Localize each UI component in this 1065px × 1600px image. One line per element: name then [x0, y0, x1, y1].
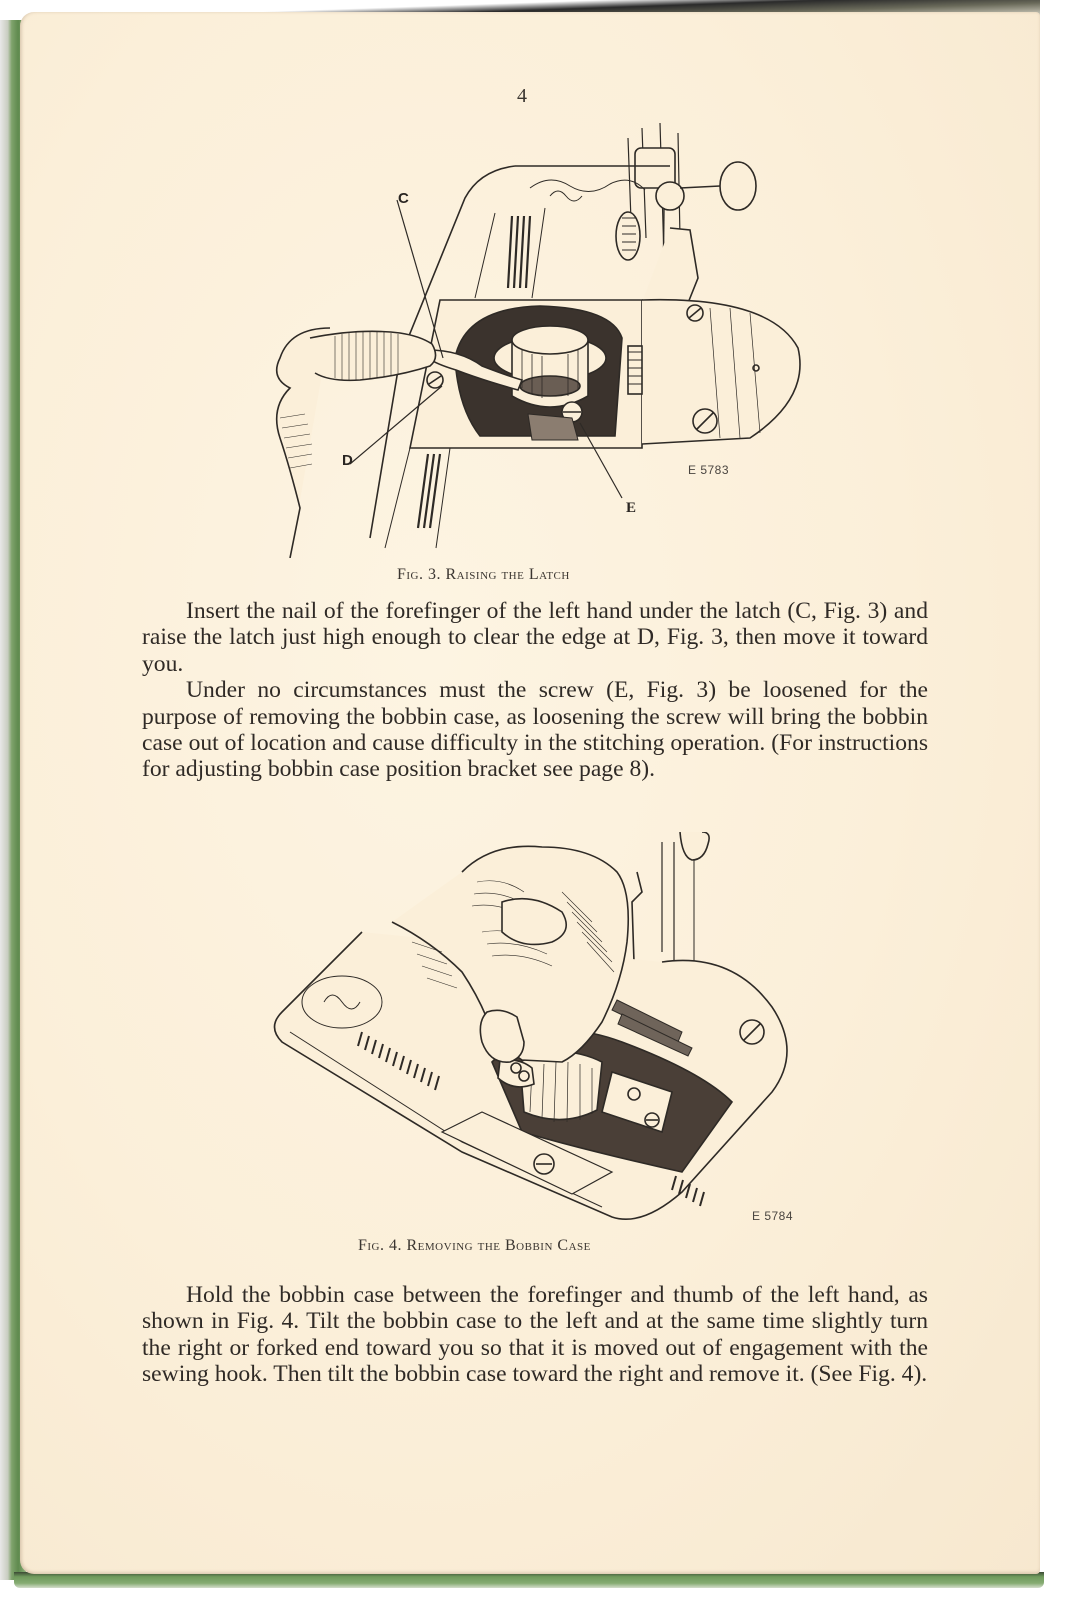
page-number: 4: [517, 85, 527, 107]
paragraph-remove-bobbin-case: Hold the bobbin case between the forefinger and thumb of the left hand, as shown in Fig. 4. Tilt the bobbin case to the left and at the same time slightly turn the right or forked end toward you so that it is moved out of engagement with the sewing hook. Then tilt the bobbin case toward the right and remove it. (See Fig. 4).: [142, 1282, 928, 1388]
figure-4-removing-bobbin-case-illustration: [262, 832, 818, 1232]
figure-3-raising-latch-illustration: [250, 118, 810, 558]
paragraph-raise-latch: Insert the nail of the forefinger of the left hand under the latch (C, Fig. 3) and raise the latch just high enough to clear the edge at D, Fig. 3, then move it toward you.: [142, 598, 928, 677]
paragraph-screw-warning: Under no circumstances must the screw (E, Fig. 3) be loosened for the purpose of removing the bobbin case, as loosening the screw will bring the bobbin case out of location and cause difficulty in the stitching operation. (For instructions for adjusting bobbin case position bracket see page 8).: [142, 677, 928, 783]
book-cover-bottom-edge: [14, 1572, 1044, 1588]
figure-4-caption: Fig. 4. Removing the Bobbin Case: [358, 1237, 591, 1254]
callout-label-c: C: [398, 190, 409, 207]
callout-label-e: E: [626, 500, 637, 516]
figure-3-caption: Fig. 3. Raising the Latch: [397, 566, 570, 583]
instruction-text-latch: [142, 598, 928, 783]
callout-label-d: D: [342, 452, 353, 469]
plate-code-e5783: E 5783: [688, 463, 730, 477]
plate-code-e5784: E 5784: [752, 1209, 794, 1223]
instruction-text-remove-bobbin-case: [142, 1282, 928, 1388]
